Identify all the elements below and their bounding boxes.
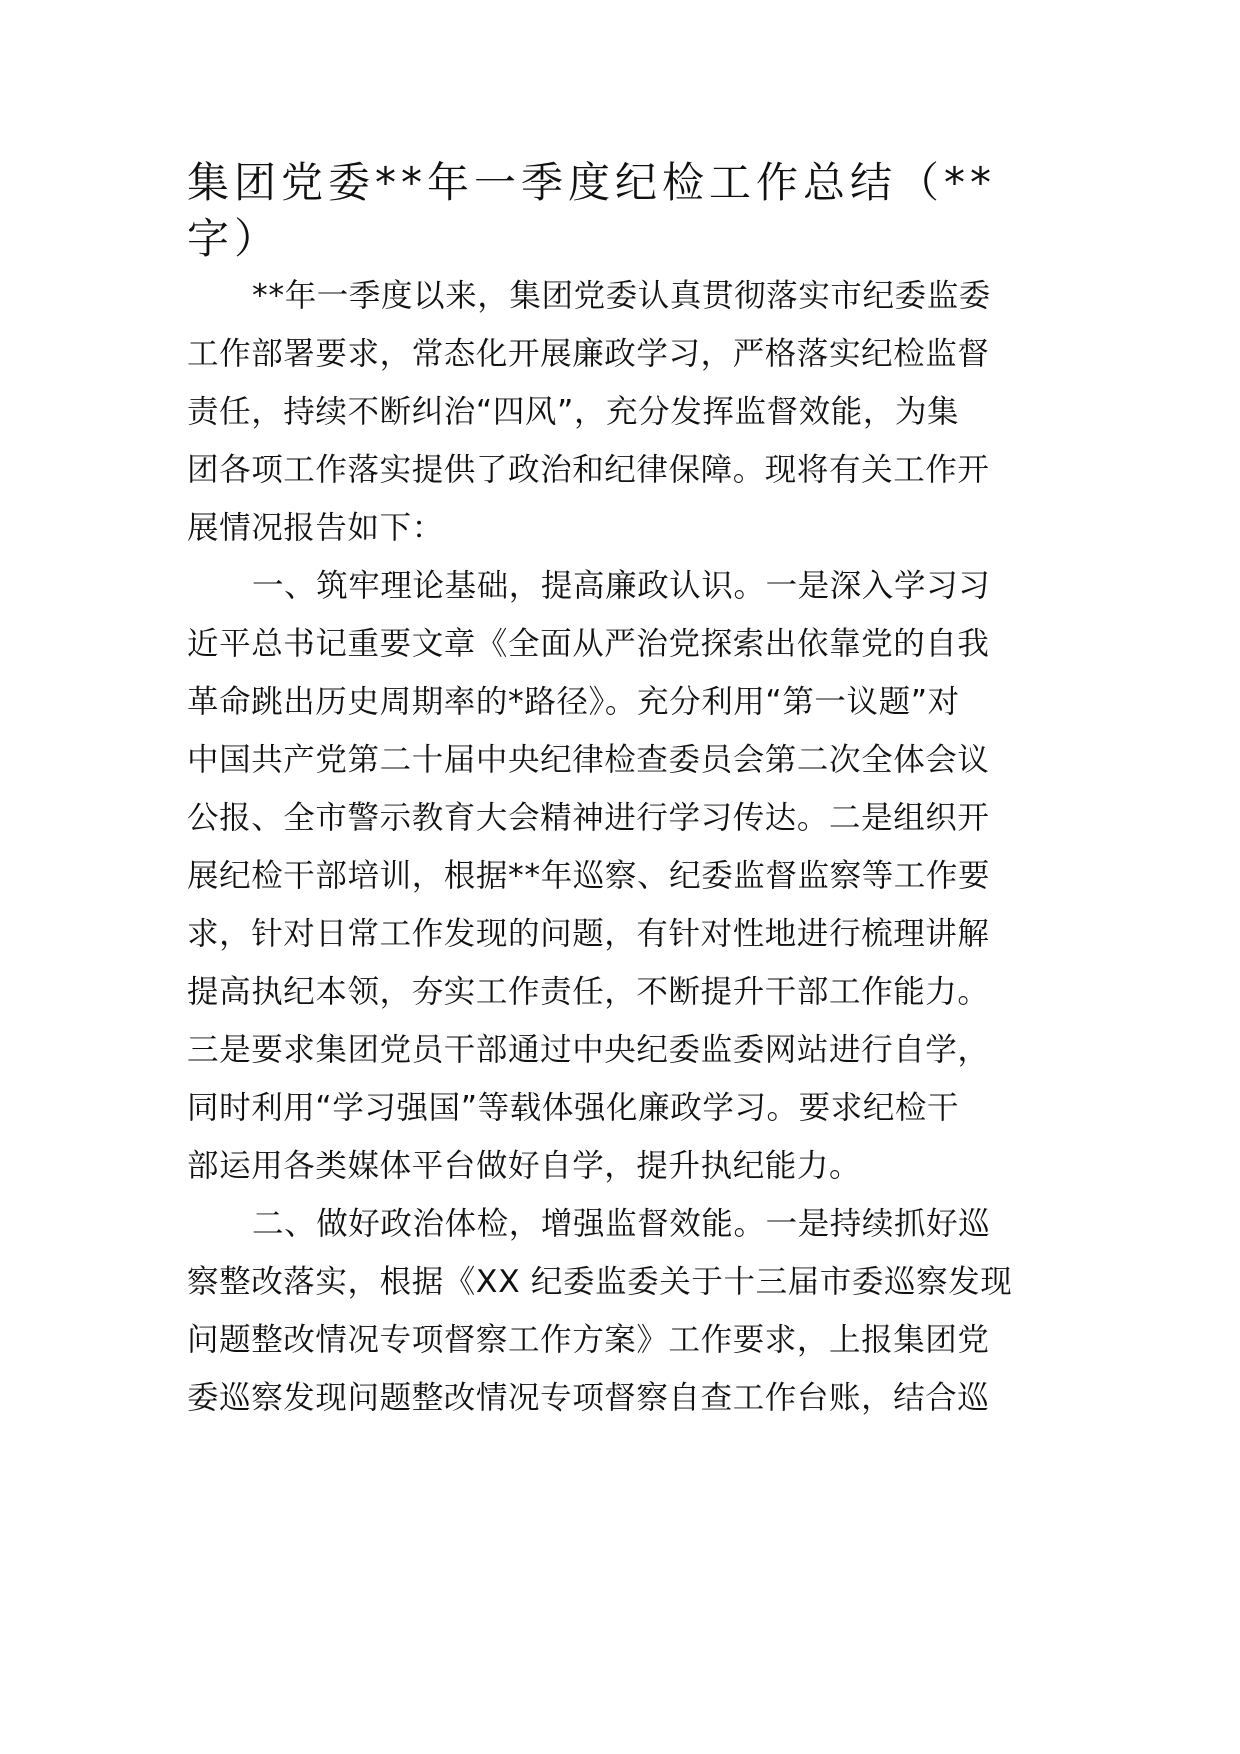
paragraph-line: 问题整改情况专项督察工作方案》工作要求，上报集团党 — [187, 1322, 990, 1358]
paragraph-line: 工作部署要求，常态化开展廉政学习，严格落实纪检监督 — [187, 336, 990, 372]
document-title-line-1: 集团党委**年一季度纪检工作总结（** — [187, 158, 997, 207]
section-heading-line: 二、做好政治体检，增强监督效能。一是持续抓好巡 — [252, 1206, 991, 1242]
paragraph-line: 部运用各类媒体平台做好自学，提升执纪能力。 — [187, 1148, 862, 1184]
paragraph-line: 革命跳出历史周期率的*路径》。充分利用“第一议题”对 — [187, 684, 960, 720]
paragraph-line: 提高执纪本领，夯实工作责任，不断提升干部工作能力。 — [187, 974, 990, 1010]
section-heading-line: 一、筑牢理论基础，提高廉政认识。一是深入学习习 — [252, 568, 991, 604]
paragraph-line: 同时利用“学习强国”等载体强化廉政学习。要求纪检干 — [187, 1090, 960, 1126]
paragraph-line: 近平总书记重要文章《全面从严治党探索出依靠党的自我 — [187, 626, 990, 662]
paragraph-line: 责任，持续不断纠治“四风”，充分发挥监督效能，为集 — [187, 394, 960, 430]
paragraph-line: 委巡察发现问题整改情况专项督察自查工作台账，结合巡 — [187, 1380, 990, 1416]
paragraph-line: 展纪检干部培训，根据**年巡察、纪委监督监察等工作要 — [187, 858, 991, 894]
paragraph-line: 公报、全市警示教育大会精神进行学习传达。二是组织开 — [187, 800, 990, 836]
paragraph-line: 察整改落实，根据《XX 纪委监委关于十三届市委巡察发现 — [187, 1264, 1013, 1300]
paragraph-line: 中国共产党第二十届中央纪律检查委员会第二次全体会议 — [187, 742, 990, 778]
paragraph-line: **年一季度以来，集团党委认真贯彻落实市纪委监委 — [252, 278, 991, 314]
paragraph-line: 展情况报告如下： — [187, 510, 444, 546]
document-title-line-2: 字） — [187, 214, 282, 263]
paragraph-line: 求，针对日常工作发现的问题，有针对性地进行梳理讲解 — [187, 916, 990, 952]
paragraph-line: 三是要求集团党员干部通过中央纪委监委网站进行自学， — [187, 1032, 990, 1068]
paragraph-line: 团各项工作落实提供了政治和纪律保障。现将有关工作开 — [187, 452, 990, 488]
